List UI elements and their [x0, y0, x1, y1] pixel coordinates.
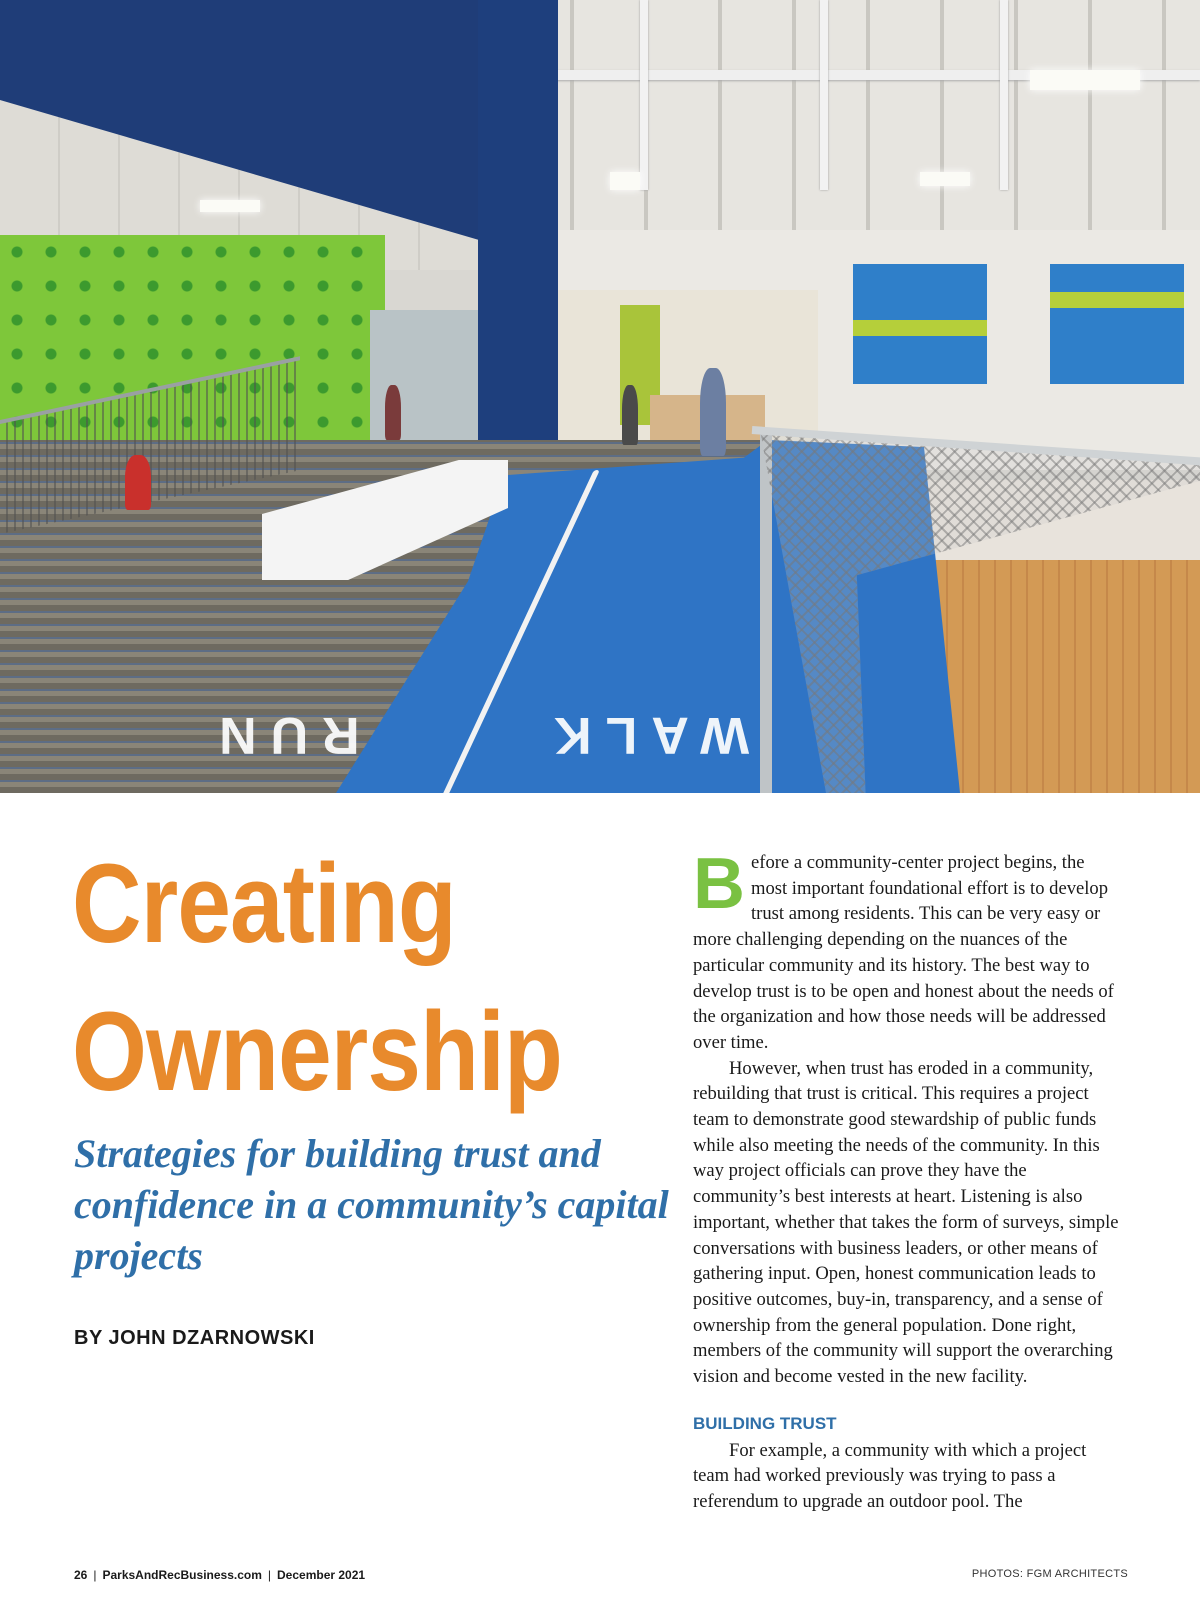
- running-person: [700, 368, 726, 456]
- walking-person: [622, 385, 638, 445]
- seated-person: [125, 455, 151, 510]
- paragraph-3: For example, a community with which a project team had worked previously was trying to pass a referendum to upgrade an outdoor pool. The: [693, 1439, 1087, 1513]
- subhead: BUILDING TRUST: [693, 1413, 837, 1433]
- photo-credit: PHOTOS: FGM ARCHITECTS: [971, 1568, 1128, 1580]
- hero-photo: [0, 0, 1200, 793]
- page-number: 26: [74, 1568, 88, 1582]
- page-footer: [74, 1568, 365, 1582]
- title-line-2: Ownership: [72, 989, 562, 1114]
- ceiling-truss-post: [640, 0, 648, 190]
- title-line-1: Creating: [72, 841, 456, 966]
- ceiling-light: [200, 200, 260, 212]
- gym-ceiling: [500, 0, 1200, 230]
- paragraph-2: However, when trust has eroded in a community, rebuilding that trust is critical. This requires a project team to demonstrate good stewardship of public funds while also meeting the needs of the community. In this way project officials can prove they have the community’s best interests at heart. Listening is also important, whether that takes the form of surveys, simple conversations with business leaders, or other means of gathering input. Open, honest communication leads to positive outcomes, buy-in, transparency, and a sense of ownership from the general population. Done right, members of the community will support the overarching vision and become vested in the new facility.: [693, 1057, 1119, 1388]
- footer-issue-date: December 2021: [277, 1568, 366, 1582]
- paragraph-1: [693, 844, 1123, 1056]
- ceiling-light: [920, 172, 970, 186]
- paragraph-1-text: efore a community-center project begins, the most important foundational effort is to develop trust among residents. This can be very easy or more challenging depending on the nuances of the particular community and its history. The best way to develop trust is to be open and honest about the needs of the organization and how those needs will be addressed over time.: [693, 852, 1114, 1053]
- footer-site: ParksAndRecBusiness.com: [102, 1568, 262, 1582]
- ceiling-truss-post: [1000, 0, 1008, 190]
- track-word-walk: WALK: [540, 706, 750, 764]
- ceiling-light: [610, 172, 640, 190]
- ceiling-light: [1030, 70, 1140, 90]
- article-title: [72, 830, 588, 1126]
- footer-separator: |: [267, 1568, 272, 1582]
- article-dek: Strategies for building trust and confidence in a community’s capital projects: [74, 1131, 669, 1278]
- walking-person: [385, 385, 401, 440]
- ceiling-truss-post: [820, 0, 828, 190]
- drop-cap: B: [693, 844, 745, 924]
- track-word-run: RUN: [205, 706, 360, 764]
- body-column: [693, 844, 1123, 1515]
- wall-art-panel: [1050, 264, 1184, 384]
- wall-art-panel: [853, 264, 987, 384]
- byline: BY JOHN DZARNOWSKI: [74, 1327, 315, 1349]
- footer-separator: |: [93, 1568, 97, 1582]
